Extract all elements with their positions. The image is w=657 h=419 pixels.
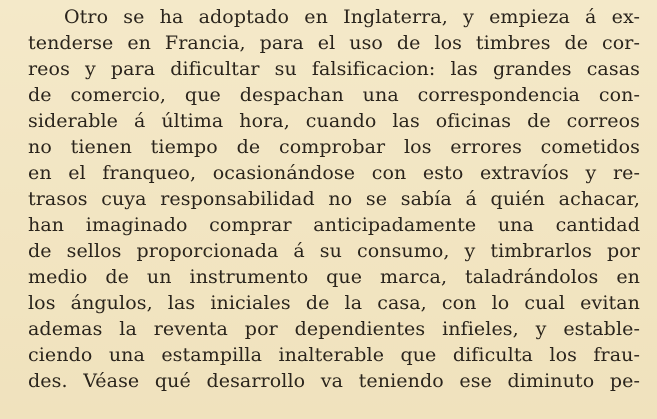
text-line: han imaginado comprar anticipadamente una cantidad <box>28 214 640 236</box>
text-line: siderable á última hora, cuando las oficinas de correos <box>28 110 640 132</box>
text-line: reos y para dificultar su falsificacion: las grandes casas <box>28 58 640 80</box>
text-line: tenderse en Francia, para el uso de los timbres de cor- <box>28 32 640 54</box>
text-line: no tienen tiempo de comprobar los errores cometidos <box>28 136 640 158</box>
text-line: en el franqueo, ocasionándose con esto extravíos y re- <box>28 162 640 184</box>
text-line: los ángulos, las iniciales de la casa, con lo cual evitan <box>28 292 640 314</box>
text-line: de comercio, que despachan una correspondencia con- <box>28 84 640 106</box>
text-line: de sellos proporcionada á su consumo, y timbrarlos por <box>28 240 640 262</box>
text-line: Otro se ha adoptado en Inglaterra, y empieza á ex- <box>64 6 640 28</box>
text-line: medio de un instrumento que marca, taladrándolos en <box>28 266 640 288</box>
text-line: ciendo una estampilla inalterable que dificulta los frau- <box>28 344 640 366</box>
text-line: trasos cuya responsabilidad no se sabía á quién achacar, <box>28 188 640 210</box>
text-line: ademas la reventa por dependientes infieles, y estable- <box>28 318 640 340</box>
text-line: des. Véase qué desarrollo va teniendo ese diminuto pe- <box>28 370 640 392</box>
